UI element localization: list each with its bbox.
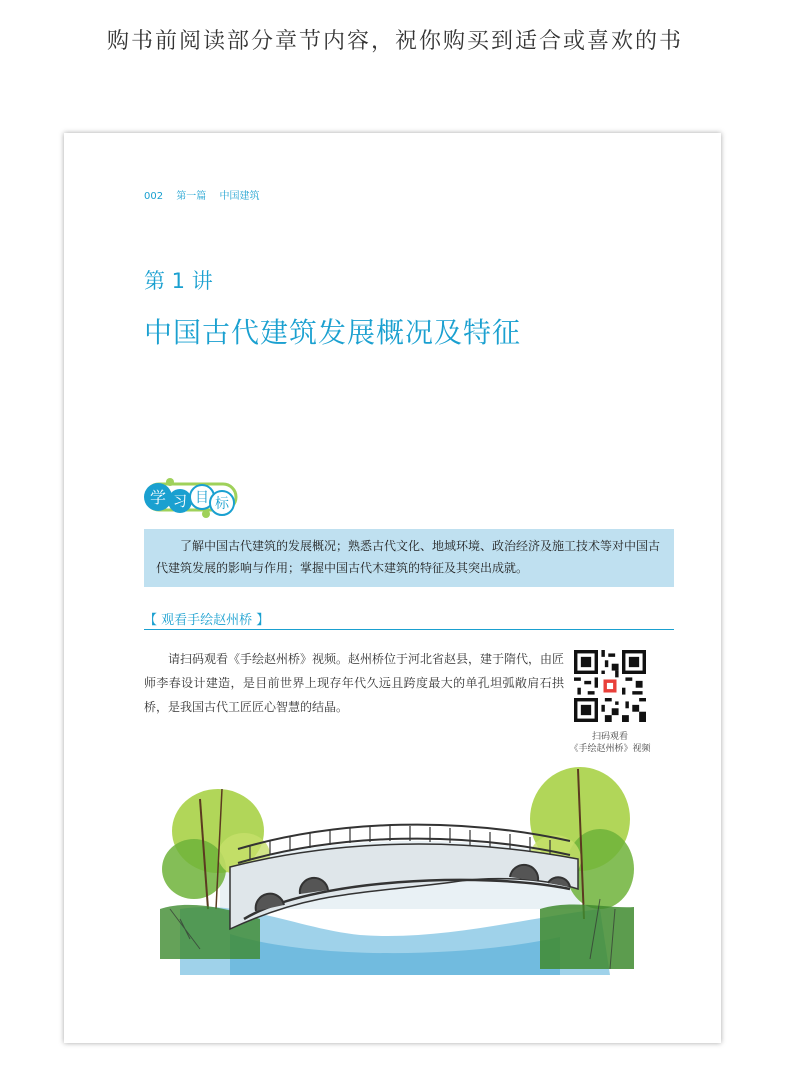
qr-caption-line2: 《手绘赵州桥》视频 [569, 744, 651, 754]
part-title: 中国建筑 [219, 191, 260, 202]
logo-char-2: 习 [173, 494, 187, 510]
section-paragraph: 请扫码观看《手绘赵州桥》视频。赵州桥位于河北省赵县，建于隋代，由匠师李春设计建造，是目前世界上现存年代久远且跨度最大的单孔坦弧敞肩石拱桥，是我国古代工匠匠心智慧的结晶。 [144, 652, 565, 714]
logo-char-4: 标 [215, 496, 229, 512]
page-number: 002 [144, 191, 164, 202]
qr-code[interactable] [574, 650, 646, 722]
learning-objectives-box [144, 529, 674, 587]
stone-arch-bridge [230, 825, 578, 929]
part-label: 第一篇 [176, 191, 207, 202]
section-title: 【 观看手绘赵州桥 】 [144, 613, 270, 628]
zhaozhou-bridge-illustration [160, 759, 634, 977]
running-head [144, 187, 269, 202]
qr-caption [556, 731, 664, 755]
section-header [144, 607, 674, 630]
book-page [64, 133, 721, 1043]
learning-objectives-text: 了解中国古代建筑的发展概况；熟悉古代文化、地域环境、政治经济及施工技术等对中国古代建筑发展的影响与作用；掌握中国古代木建筑的特征及其突出成就。 [156, 539, 661, 575]
logo-char-1: 学 [149, 488, 167, 507]
preview-banner: 购书前阅读部分章节内容，祝你购买到适合或喜欢的书 [106, 29, 683, 54]
qr-caption-line1: 扫码观看 [591, 732, 628, 742]
chapter-title: 中国古代建筑发展概况及特征 [144, 316, 522, 349]
logo-char-3: 目 [195, 490, 209, 506]
lecture-number: 第 1 讲 [144, 269, 213, 293]
learning-objectives-logo [144, 474, 240, 522]
section-body [144, 647, 564, 719]
